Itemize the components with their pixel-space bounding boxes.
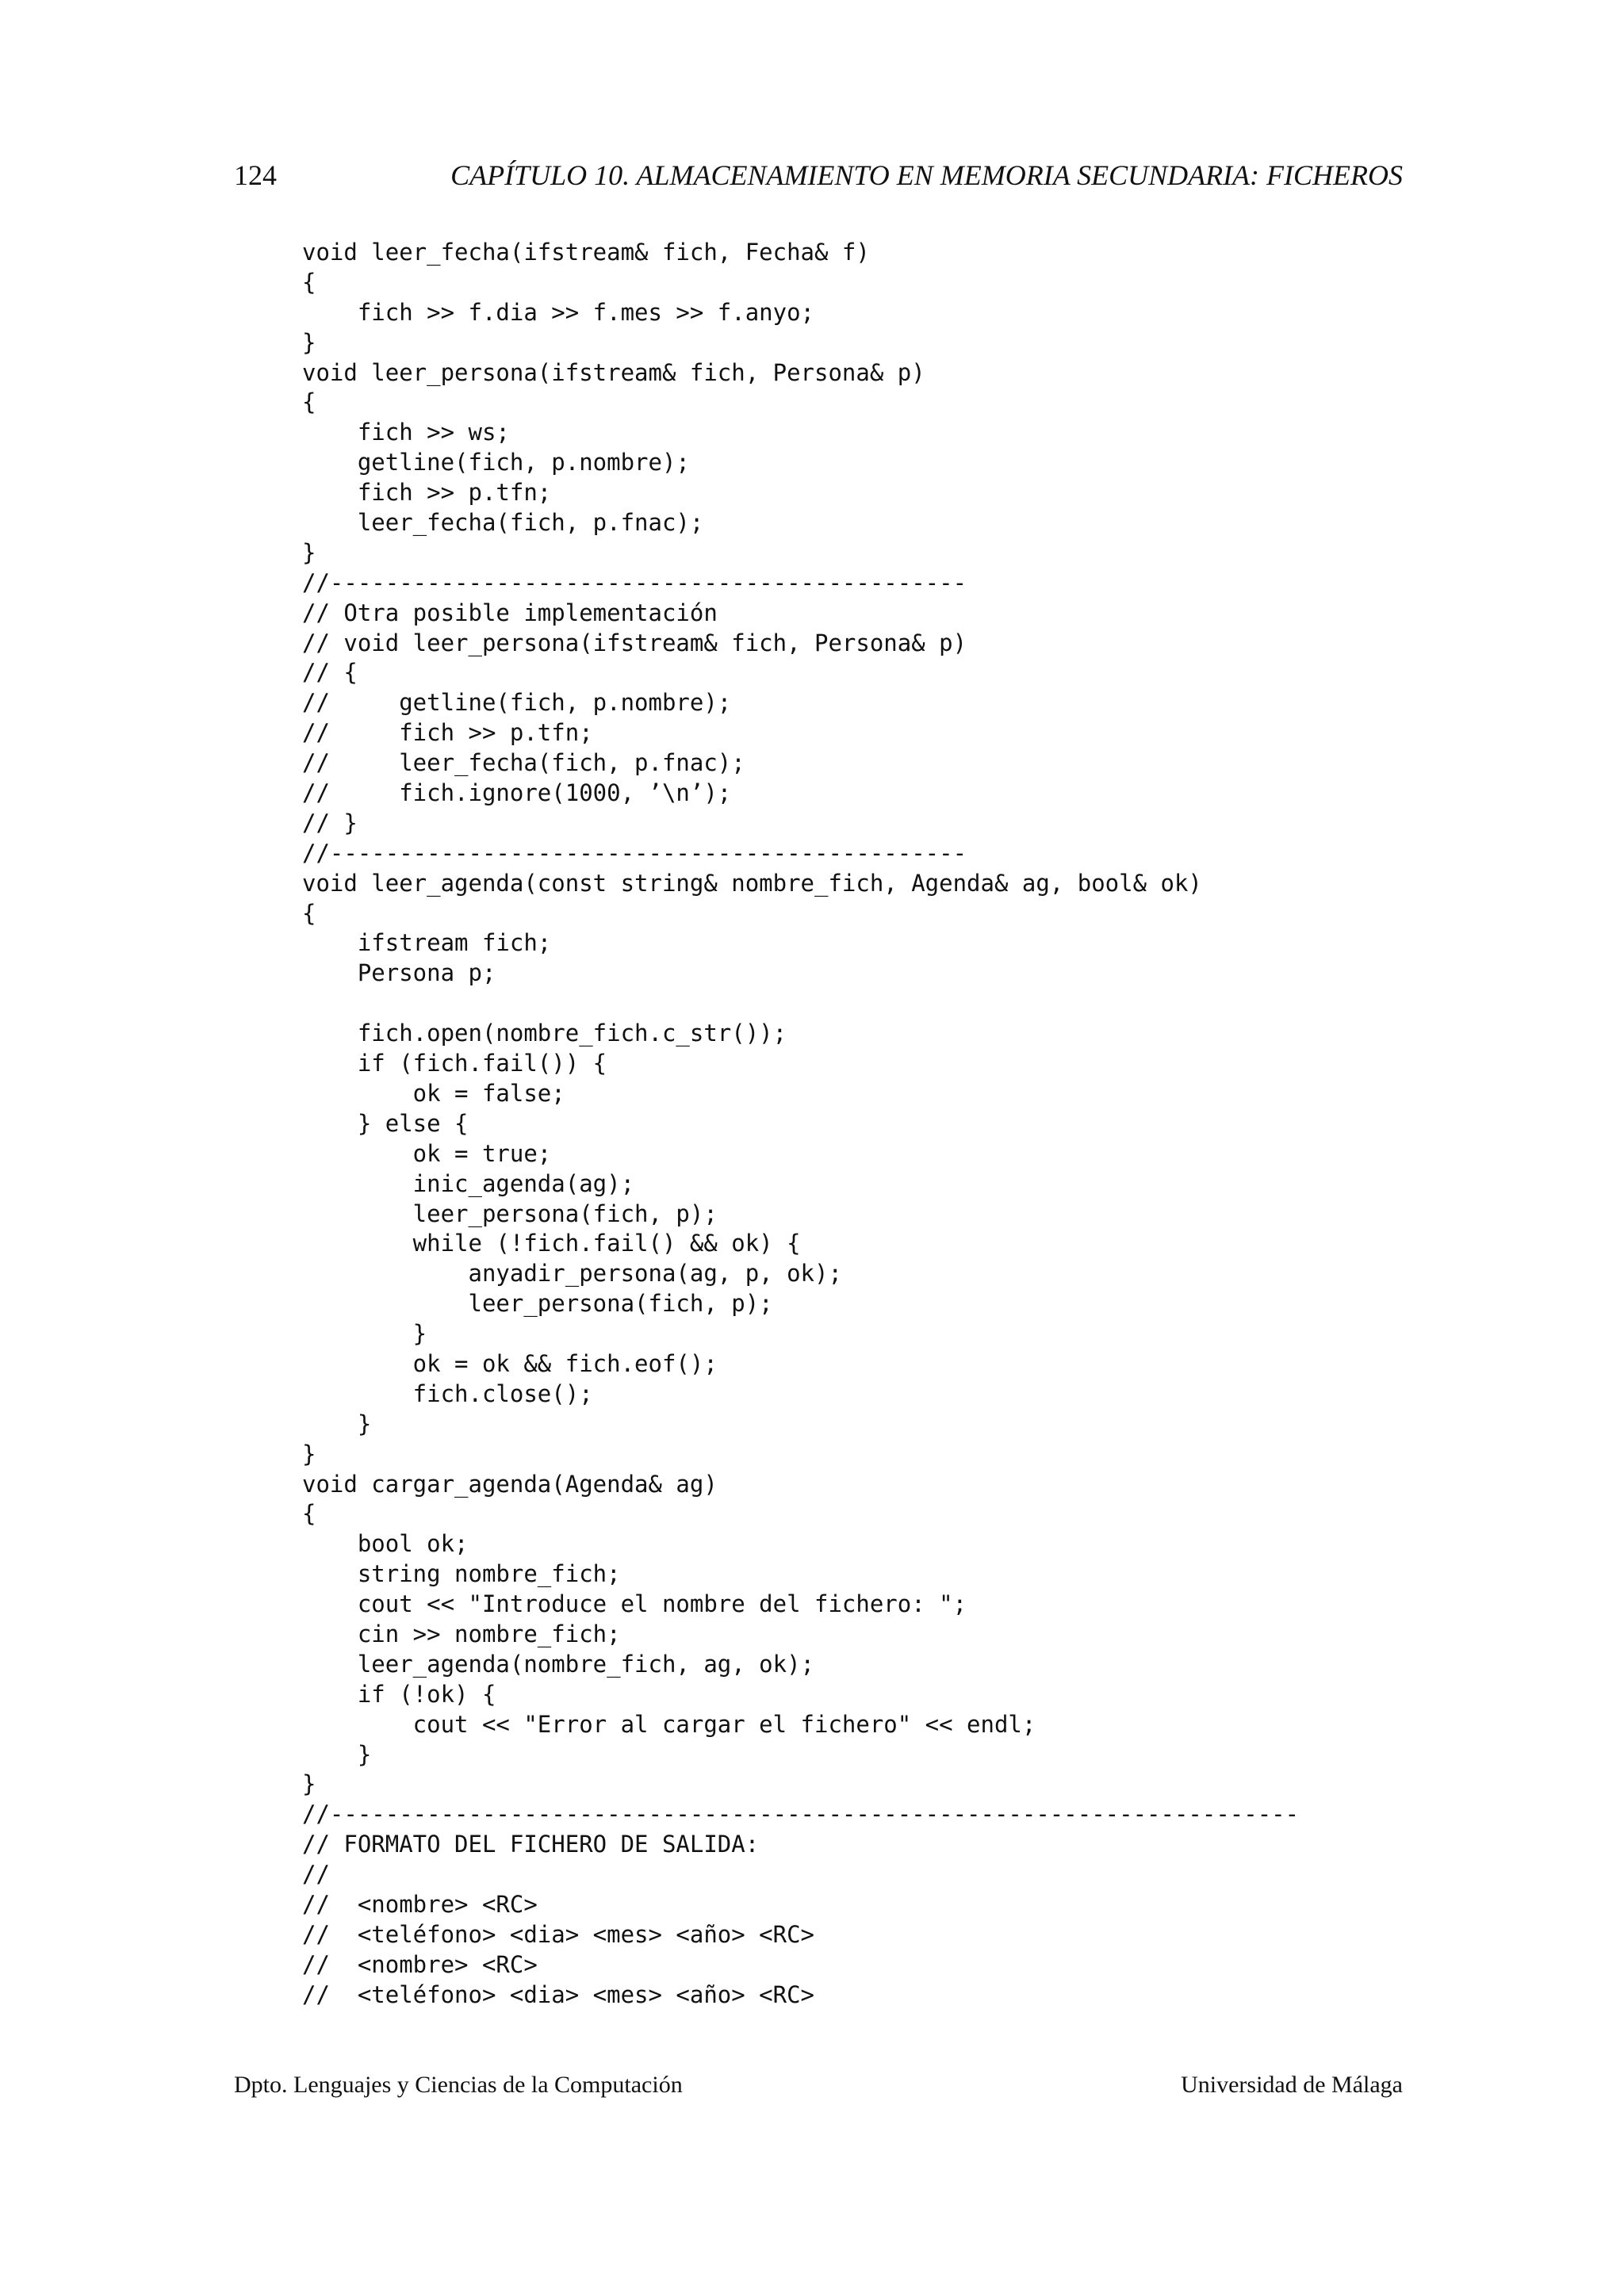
- footer-university: Universidad de Málaga: [1181, 2072, 1403, 2098]
- code-line: fich >> p.tfn;: [302, 479, 552, 507]
- code-line: bool ok;: [302, 1530, 469, 1558]
- code-line: // leer_fecha(fich, p.fnac);: [302, 749, 745, 777]
- code-line: fich.close();: [302, 1380, 593, 1407]
- code-line: ok = ok && fich.eof();: [302, 1349, 718, 1377]
- code-line: {: [302, 388, 316, 416]
- code-line: Persona p;: [302, 959, 496, 987]
- code-line: void cargar_agenda(Agenda& ag): [302, 1470, 718, 1498]
- code-line: }: [302, 538, 316, 566]
- code-line: // <nombre> <RC>: [302, 1950, 538, 1978]
- code-line: leer_fecha(fich, p.fnac);: [302, 509, 704, 537]
- code-line: getline(fich, p.nombre);: [302, 449, 690, 476]
- code-line: }: [302, 1770, 316, 1798]
- code-line: leer_agenda(nombre_fich, ag, ok);: [302, 1650, 815, 1678]
- code-line: }: [302, 1410, 372, 1437]
- code-line: // getline(fich, p.nombre);: [302, 689, 732, 717]
- code-line: ok = true;: [302, 1139, 552, 1167]
- code-line: fich >> ws;: [302, 419, 510, 446]
- code-line: //: [302, 1861, 330, 1888]
- code-line: anyadir_persona(ag, p, ok);: [302, 1260, 842, 1288]
- code-line: } else {: [302, 1109, 469, 1137]
- code-line: // <teléfono> <dia> <mes> <año> <RC>: [302, 1920, 815, 1948]
- code-line: string nombre_fich;: [302, 1560, 621, 1588]
- code-line: if (fich.fail()) {: [302, 1050, 607, 1077]
- code-line: // Otra posible implementación: [302, 599, 718, 626]
- code-line: // <teléfono> <dia> <mes> <año> <RC>: [302, 1980, 815, 2008]
- code-line: fich >> f.dia >> f.mes >> f.anyo;: [302, 298, 815, 326]
- code-line: cin >> nombre_fich;: [302, 1620, 621, 1647]
- code-line: while (!fich.fail() && ok) {: [302, 1230, 801, 1257]
- code-line: //----------------------------------------------: [302, 568, 967, 596]
- code-line: // fich >> p.tfn;: [302, 719, 593, 747]
- code-line: leer_persona(fich, p);: [302, 1200, 718, 1227]
- code-line: // FORMATO DEL FICHERO DE SALIDA:: [302, 1831, 760, 1858]
- code-line: void leer_persona(ifstream& fich, Persona& p): [302, 358, 925, 386]
- code-line: {: [302, 268, 316, 296]
- code-line: {: [302, 1500, 316, 1528]
- code-line: ok = false;: [302, 1079, 565, 1107]
- code-line: if (!ok) {: [302, 1680, 496, 1708]
- code-line: // <nombre> <RC>: [302, 1890, 538, 1918]
- page-number: 124: [234, 159, 277, 191]
- running-header: [234, 155, 1403, 195]
- code-line: }: [302, 1320, 427, 1348]
- code-line: }: [302, 328, 316, 356]
- code-line: }: [302, 1740, 372, 1768]
- code-line: cout << "Introduce el nombre del fichero: ";: [302, 1590, 967, 1618]
- code-line: }: [302, 1440, 316, 1468]
- chapter-title: CAPÍTULO 10. ALMACENAMIENTO EN MEMORIA SECUNDARIA: FICHEROS: [450, 159, 1403, 191]
- running-footer: [234, 2068, 1403, 2103]
- code-line: // }: [302, 809, 358, 836]
- code-line: inic_agenda(ag);: [302, 1169, 635, 1197]
- footer-department: Dpto. Lenguajes y Ciencias de la Computación: [234, 2072, 683, 2098]
- code-line: {: [302, 899, 316, 927]
- code-line: leer_persona(fich, p);: [302, 1290, 773, 1318]
- code-line: fich.open(nombre_fich.c_str());: [302, 1020, 787, 1047]
- code-listing: [302, 238, 1299, 2011]
- code-line: // void leer_persona(ifstream& fich, Persona& p): [302, 629, 967, 656]
- code-line: void leer_agenda(const string& nombre_fich, Agenda& ag, bool& ok): [302, 869, 1202, 897]
- code-line: [302, 989, 1299, 1019]
- code-line: cout << "Error al cargar el fichero" << endl;: [302, 1710, 1036, 1738]
- code-line: // fich.ignore(1000, ’\n’);: [302, 779, 732, 807]
- code-line: ifstream fich;: [302, 929, 552, 957]
- code-line: void leer_fecha(ifstream& fich, Fecha& f): [302, 239, 870, 266]
- code-line: //----------------------------------------------------------------------: [302, 1800, 1300, 1828]
- code-line: //----------------------------------------------: [302, 839, 967, 867]
- code-line: // {: [302, 659, 358, 687]
